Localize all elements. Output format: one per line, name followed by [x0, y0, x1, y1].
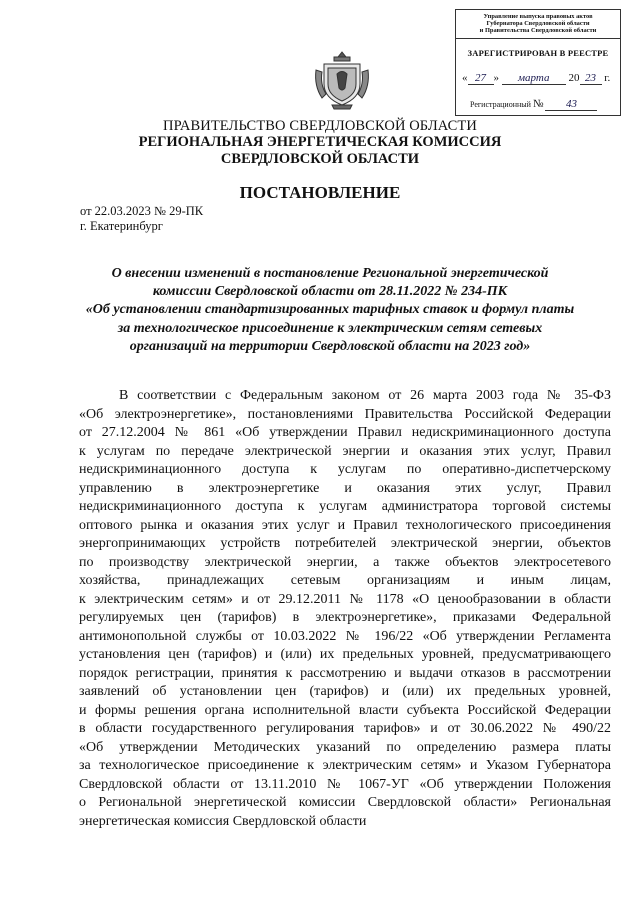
stamp-date: « 27 » марта 20 23 г. [462, 72, 611, 84]
stamp-header-line: Управление выпуска правовых актов [483, 13, 593, 20]
document-title [70, 265, 590, 356]
stamp-header-line: и Правительства Свердловской области [479, 27, 597, 35]
body-line: и формы решения органа исполнительной власти субъекта Российской Федерации [79, 702, 611, 718]
stamp-header-line: Губернатора Свердловской области [486, 20, 590, 28]
header-government: ПРАВИТЕЛЬСТВО СВЕРДЛОВСКОЙ ОБЛАСТИ [163, 118, 477, 134]
body-line: недискриминационного доступа к услугам администратора торговой системы [79, 499, 611, 514]
title-line: за технологическое присоединение к электрическим сетям сетевых [117, 320, 543, 336]
body-line: в области государственного регулирования тарифов» и от 30.06.2022 № 490/22 [79, 721, 611, 736]
title-line: комиссии Свердловской области от 28.11.2022 № 234-ПК [152, 284, 508, 300]
body-line: за технологическое присоединение к электрическим сетям» и Указом Губернатора [79, 758, 611, 773]
title-line: О внесении изменений в постановление Региональной энергетической [111, 266, 549, 281]
stamp-divider [456, 38, 620, 39]
stamp-day: 27 [468, 72, 494, 85]
document-date-number: от 22.03.2023 № 29-ПК [80, 204, 204, 218]
body-line: установления цен (тарифов) и (или) их предельных уровней, предусматривающего [79, 647, 611, 662]
stamp-reg-label: Регистрационный [470, 100, 531, 109]
body-line: Свердловской области от 13.11.2010 № 1067-УГ «Об утверждении Положения [79, 776, 611, 792]
body-line: к электрическим сетям» и от 29.12.2011 № 1178 «О ценообразовании в области [79, 591, 611, 607]
coat-of-arms-icon [312, 48, 372, 110]
document-body [79, 387, 611, 831]
stamp-header [456, 13, 620, 35]
body-line: «Об утверждении Методических указаний по определению размера платы [79, 739, 611, 755]
body-line: хозяйства, принадлежащих сетевым организациям и иным лицам, [79, 573, 611, 588]
header-commission: РЕГИОНАЛЬНАЯ ЭНЕРГЕТИЧЕСКАЯ КОМИССИЯ [138, 134, 502, 150]
body-line: по производству электрической энергии, а также объектов электросетевого [79, 554, 611, 570]
document-city: г. Екатеринбург [80, 219, 163, 233]
registry-stamp [455, 9, 621, 116]
body-line: от 27.12.2004 № 861 «Об утверждении Правил недискриминационного доступа [79, 425, 611, 440]
body-line: о Региональной энергетической комиссии Свердловской области» Региональная [79, 795, 611, 810]
stamp-registration [470, 98, 597, 111]
body-line: заявлений об установлении цен (тарифов) и (или) их предельных уровней, [79, 684, 611, 699]
stamp-year-unit: г. [604, 72, 611, 84]
body-line: недискриминационного доступа к услугам по оперативно-диспетчерскому [79, 462, 611, 477]
body-line: энергопринимающих устройств потребителей электрической энергии, объектов [79, 536, 611, 551]
stamp-year-suffix: 23 [580, 72, 602, 85]
body-line: управлению в электроэнергетике и оказания этих услуг, Правил [79, 480, 611, 496]
body-line: «Об электроэнергетике», постановлениями Правительства Российской Федерации [79, 406, 611, 422]
document-type: ПОСТАНОВЛЕНИЕ [239, 183, 401, 202]
stamp-year-prefix: 20 [568, 72, 580, 84]
body-line: регулируемых цен (тарифов) в электроэнергетике», приказами Федеральной [79, 610, 611, 625]
body-line: антимонопольной службы от 10.03.2022 № 196/22 «Об утверждении Регламента [79, 628, 611, 644]
body-line: оптового рынка и оказания этих услуг и Правил технологического присоединения [79, 517, 611, 533]
header-region: СВЕРДЛОВСКОЙ ОБЛАСТИ [220, 151, 420, 167]
stamp-title: ЗАРЕГИСТРИРОВАН В РЕЕСТРЕ [467, 48, 609, 58]
title-line: «Об установлении стандартизированных тарифных ставок и формул платы [85, 302, 575, 318]
body-line: В соответствии с Федеральным законом от 26 марта 2003 года № 35-ФЗ [119, 388, 611, 403]
stamp-month: марта [502, 72, 566, 85]
body-line: энергетическая комиссия Свердловской области [79, 813, 367, 829]
title-line: организаций на территории Свердловской области на 2023 год» [129, 338, 531, 354]
stamp-reg-number: 43 [545, 98, 597, 111]
body-line: порядок регистрации, принятия к рассмотрению и выдачи отказов в рассмотрении [79, 665, 611, 681]
stamp-reg-no-sign: № [532, 98, 544, 110]
body-line: к услугам по передаче электрической энергии и оказания этих услуг, Правил [79, 443, 611, 459]
